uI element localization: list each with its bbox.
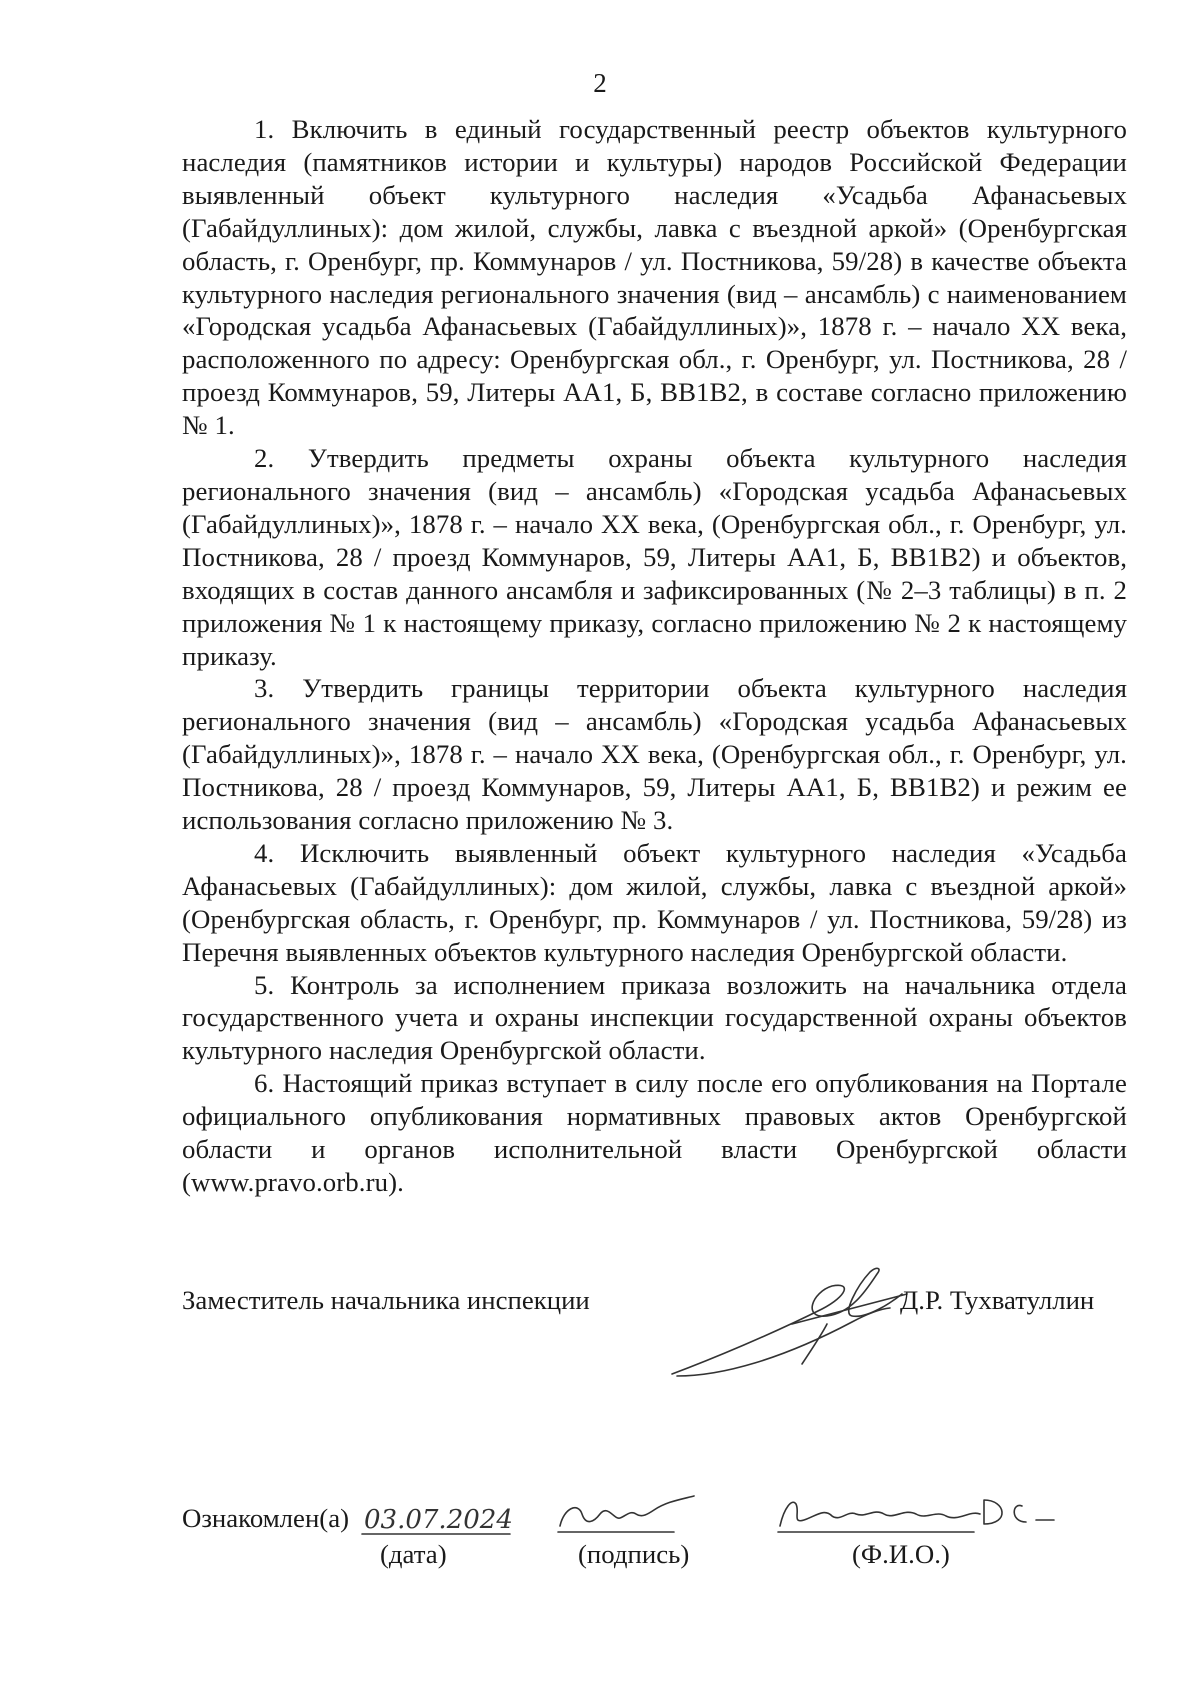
paragraph-4: 4. Исключить выявленный объект культурного наследия «Усадьба Афанасьевых (Габайдуллиных): дом жилой, службы, лавка с въездной аркой» (Оренбургская область, г. Оренбург, пр. Коммунаров / ул. Постникова, 59/28) из Перечня выявленных объектов культурного наследия Оренбургской области. (182, 837, 1127, 967)
acknowledgement-label: Ознакомлен(а) (182, 1503, 350, 1533)
signature-block (182, 1284, 1127, 1404)
caption-date: (дата) (380, 1539, 447, 1569)
paragraph-2: 2. Утвердить предметы охраны объекта культурного наследия регионального значения (вид – ансамбль) «Городская усадьба Афанасьевых (Габайдуллиных)», 1878 г. – начало XX века, (Оренбургская обл., г. Оренбург, ул. Постникова, 28 / проезд Коммунаров, 59, Литеры АА1, Б, ВВ1В2) и объектов, входящих в состав данного ансамбля и зафиксированных (№ 2–3 таблицы) в п. 2 приложения № 1 к настоящему приказу, согласно приложению № 2 к настоящему приказу. (182, 443, 1127, 671)
order-body (182, 113, 1127, 1199)
caption-signature: (подпись) (578, 1539, 690, 1569)
paragraph-1: 1. Включить в единый государственный реестр объектов культурного наследия (памятников истории и культуры) народов Российской Федерации выявленный объект культурного наследия «Усадьба Афанасьевых (Габайдуллиных): дом жилой, службы, лавка с въездной аркой» (Оренбургская область, г. Оренбург, пр. Коммунаров / ул. Постникова, 59/28) в качестве объекта культурного наследия регионального значения (вид – ансамбль) с наименованием «Городская усадьба Афанасьевых (Габайдуллиных)», 1878 г. – начало XX века, расположенного по адресу: Оренбургская обл., г. Оренбург, ул. Постникова, 28 / проезд Коммунаров, 59, Литеры АА1, Б, ВВ1В2, в составе согласно приложению № 1. (182, 114, 1127, 441)
signatory-name: Д.Р. Тухватуллин (900, 1285, 1095, 1315)
page-number: 2 (593, 68, 607, 98)
acknowledgement-block (182, 1490, 1127, 1570)
paragraph-5: 5. Контроль за исполнением приказа возложить на начальника отдела государственного учета и охраны инспекции государственной охраны объектов культурного наследия Оренбургской области. (182, 969, 1127, 1066)
caption-fio: (Ф.И.О.) (852, 1539, 950, 1569)
handwritten-signature-small (554, 1492, 704, 1536)
handwritten-signature (652, 1264, 942, 1394)
handwritten-fio (774, 1490, 1074, 1534)
paragraph-3: 3. Утвердить границы территории объекта культурного наследия регионального значения (вид – ансамбль) «Городская усадьба Афанасьевых (Габайдуллиных)», 1878 г. – начало XX века, (Оренбургская обл., г. Оренбург, ул. Постникова, 28 / проезд Коммунаров, 59, Литеры АА1, Б, ВВ1В2) и режим ее использования согласно приложению № 3. (182, 673, 1127, 836)
svg-text:03.07.2024: 03.07.2024 (364, 1505, 513, 1535)
signatory-position: Заместитель начальника инспекции (182, 1285, 590, 1315)
paragraph-6: 6. Настоящий приказ вступает в силу после его опубликования на Портале официального опубликования нормативных правовых актов Оренбургской области и органов исполнительной власти Оренбургской области (www.pravo.orb.ru). (182, 1068, 1127, 1197)
handwritten-date (360, 1496, 520, 1540)
